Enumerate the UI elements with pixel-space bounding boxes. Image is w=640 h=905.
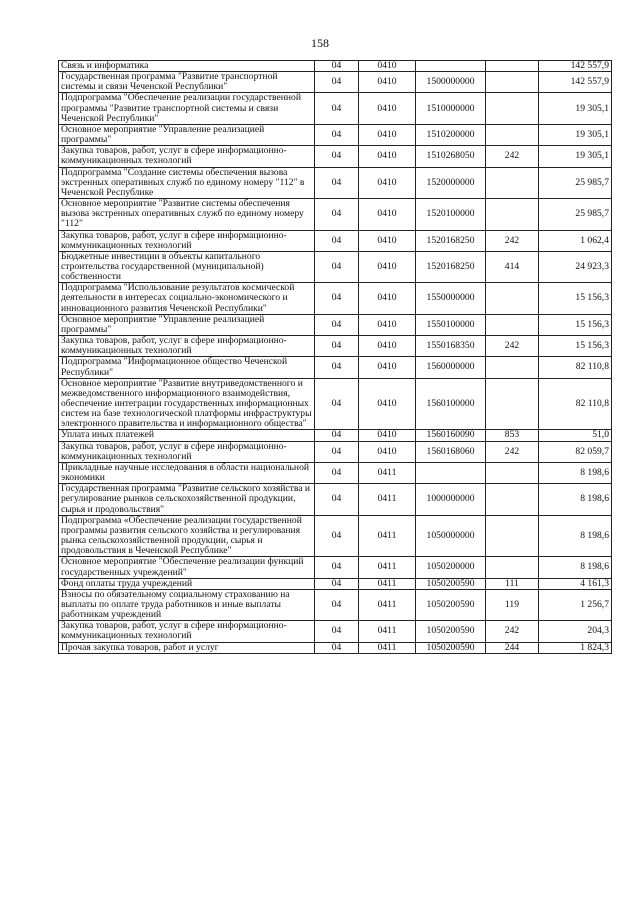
row-target-article (416, 462, 486, 483)
row-subsection: 0411 (359, 578, 416, 589)
row-name: Государственная программа "Развитие сельского хозяйства и регулирование рынков сельскохозяйственной продукции, сырья и продовольствия" (59, 484, 315, 515)
row-expense-type: 244 (486, 642, 539, 653)
table-row (59, 230, 612, 251)
row-section: 04 (315, 230, 359, 251)
row-name: Прикладные научные исследования в области национальной экономики (59, 462, 315, 483)
table-row (59, 199, 612, 230)
row-amount: 15 156,3 (539, 336, 612, 357)
row-expense-type (486, 378, 539, 430)
row-section: 04 (315, 589, 359, 620)
row-subsection: 0411 (359, 589, 416, 620)
row-expense-type: 853 (486, 430, 539, 441)
row-target-article: 1550100000 (416, 314, 486, 335)
table-row (59, 462, 612, 483)
table-row (59, 61, 612, 72)
row-name: Основное мероприятие "Развитие системы обеспечения вызова экстренных оперативных служб по единому номеру "112" (59, 199, 315, 230)
row-subsection: 0410 (359, 251, 416, 282)
table-row (59, 642, 612, 653)
row-expense-type (486, 167, 539, 198)
row-subsection: 0410 (359, 378, 416, 430)
row-subsection: 0411 (359, 484, 416, 515)
row-expense-type (486, 314, 539, 335)
row-target-article: 1520100000 (416, 199, 486, 230)
row-subsection: 0411 (359, 462, 416, 483)
row-expense-type (486, 357, 539, 378)
row-amount: 142 557,9 (539, 61, 612, 72)
row-name: Прочая закупка товаров, работ и услуг (59, 642, 315, 653)
row-target-article: 1520168250 (416, 230, 486, 251)
row-section: 04 (315, 557, 359, 578)
row-amount: 1 062,4 (539, 230, 612, 251)
row-amount: 1 256,7 (539, 589, 612, 620)
row-expense-type (486, 199, 539, 230)
row-target-article: 1050200590 (416, 589, 486, 620)
row-amount: 82 110,8 (539, 357, 612, 378)
row-target-article: 1520000000 (416, 167, 486, 198)
row-target-article: 1510200000 (416, 124, 486, 145)
table-row (59, 515, 612, 557)
row-section: 04 (315, 621, 359, 642)
table-row (59, 93, 612, 124)
row-amount: 8 198,6 (539, 557, 612, 578)
row-amount: 25 985,7 (539, 199, 612, 230)
row-amount: 142 557,9 (539, 72, 612, 93)
row-name: Закупка товаров, работ, услуг в сфере информационно-коммуникационных технологий (59, 146, 315, 167)
row-expense-type (486, 283, 539, 314)
row-amount: 82 110,8 (539, 378, 612, 430)
row-target-article: 1550000000 (416, 283, 486, 314)
row-amount: 19 305,1 (539, 146, 612, 167)
row-name: Подпрограмма «Обеспечение реализации государственной программы развития сельского хозяйства и регулирования рынка сельскохозяйственной продукции, сырья и продовольствия в Чеченской Республике" (59, 515, 315, 557)
row-section: 04 (315, 72, 359, 93)
row-expense-type (486, 462, 539, 483)
row-section: 04 (315, 199, 359, 230)
row-section: 04 (315, 642, 359, 653)
row-section: 04 (315, 146, 359, 167)
row-amount: 19 305,1 (539, 124, 612, 145)
row-target-article: 1560160090 (416, 430, 486, 441)
row-expense-type: 414 (486, 251, 539, 282)
table-row (59, 589, 612, 620)
row-expense-type: 242 (486, 146, 539, 167)
row-section: 04 (315, 314, 359, 335)
row-subsection: 0410 (359, 430, 416, 441)
row-subsection: 0410 (359, 230, 416, 251)
row-name: Подпрограмма "Создание системы обеспечения вызова экстренных оперативных служб по единому номеру "112" в Чеченской Республике (59, 167, 315, 198)
row-subsection: 0410 (359, 199, 416, 230)
row-section: 04 (315, 93, 359, 124)
row-name: Фонд оплаты труда учреждений (59, 578, 315, 589)
table-row (59, 484, 612, 515)
row-name: Закупка товаров, работ, услуг в сфере информационно-коммуникационных технологий (59, 621, 315, 642)
row-section: 04 (315, 167, 359, 198)
row-amount: 8 198,6 (539, 462, 612, 483)
table-row (59, 167, 612, 198)
row-section: 04 (315, 283, 359, 314)
row-section: 04 (315, 251, 359, 282)
table-row (59, 357, 612, 378)
row-expense-type: 242 (486, 621, 539, 642)
row-target-article: 1560100000 (416, 378, 486, 430)
row-target-article (416, 61, 486, 72)
row-subsection: 0411 (359, 642, 416, 653)
row-subsection: 0411 (359, 557, 416, 578)
row-subsection: 0411 (359, 621, 416, 642)
row-target-article: 1560168060 (416, 441, 486, 462)
row-subsection: 0411 (359, 515, 416, 557)
row-target-article: 1550168350 (416, 336, 486, 357)
row-target-article: 1050200590 (416, 621, 486, 642)
row-expense-type (486, 484, 539, 515)
row-section: 04 (315, 441, 359, 462)
row-target-article: 1050200590 (416, 578, 486, 589)
page-number: 158 (311, 36, 329, 50)
table-row (59, 72, 612, 93)
row-name: Взносы по обязательному социальному страхованию на выплаты по оплате труда работников и иные выплаты работникам учреждений (59, 589, 315, 620)
row-expense-type (486, 72, 539, 93)
row-expense-type: 119 (486, 589, 539, 620)
row-target-article: 1560000000 (416, 357, 486, 378)
row-expense-type: 111 (486, 578, 539, 589)
table-row (59, 146, 612, 167)
row-amount: 1 824,3 (539, 642, 612, 653)
row-amount: 24 923,3 (539, 251, 612, 282)
row-section: 04 (315, 462, 359, 483)
row-subsection: 0410 (359, 283, 416, 314)
row-target-article: 1050000000 (416, 515, 486, 557)
row-name: Бюджетные инвестиции в объекты капитального строительства государственной (муниципальной) собственности (59, 251, 315, 282)
budget-table-body (59, 61, 612, 654)
row-section: 04 (315, 430, 359, 441)
row-subsection: 0410 (359, 61, 416, 72)
row-expense-type: 242 (486, 230, 539, 251)
row-section: 04 (315, 378, 359, 430)
row-expense-type (486, 124, 539, 145)
row-subsection: 0410 (359, 72, 416, 93)
row-name: Основное мероприятие "Обеспечение реализации функций государственных учреждений" (59, 557, 315, 578)
row-expense-type (486, 61, 539, 72)
row-name: Связь и информатика (59, 61, 315, 72)
row-section: 04 (315, 515, 359, 557)
row-target-article: 1050200590 (416, 642, 486, 653)
row-amount: 8 198,6 (539, 515, 612, 557)
row-subsection: 0410 (359, 93, 416, 124)
row-target-article: 1500000000 (416, 72, 486, 93)
table-row (59, 336, 612, 357)
row-amount: 15 156,3 (539, 283, 612, 314)
row-amount: 4 161,3 (539, 578, 612, 589)
row-target-article: 1050200000 (416, 557, 486, 578)
table-row (59, 251, 612, 282)
table-row (59, 378, 612, 430)
row-target-article: 1520168250 (416, 251, 486, 282)
row-subsection: 0410 (359, 336, 416, 357)
row-name: Основное мероприятие "Управление реализацией программы" (59, 314, 315, 335)
table-row (59, 441, 612, 462)
table-row (59, 557, 612, 578)
row-amount: 15 156,3 (539, 314, 612, 335)
row-expense-type: 242 (486, 336, 539, 357)
row-expense-type: 242 (486, 441, 539, 462)
row-target-article: 1510000000 (416, 93, 486, 124)
row-name: Подпрограмма "Использование результатов космической деятельности в интересах социально-экономического и инновационного развития Чеченской Республики" (59, 283, 315, 314)
row-section: 04 (315, 124, 359, 145)
row-name: Основное мероприятие "Развитие внутриведомственного и межведомственного информационного взаимодействия, обеспечение интеграции государственных информационных систем на базе технологической платформы инфраструктуры электронного правительства и информационного общества" (59, 378, 315, 430)
row-amount: 8 198,6 (539, 484, 612, 515)
table-row (59, 124, 612, 145)
row-subsection: 0410 (359, 146, 416, 167)
table-row (59, 283, 612, 314)
row-section: 04 (315, 578, 359, 589)
row-amount: 204,3 (539, 621, 612, 642)
row-subsection: 0410 (359, 314, 416, 335)
row-section: 04 (315, 61, 359, 72)
row-section: 04 (315, 484, 359, 515)
row-amount: 25 985,7 (539, 167, 612, 198)
row-name: Государственная программа "Развитие транспортной системы и связи Чеченской Республики" (59, 72, 315, 93)
row-subsection: 0410 (359, 167, 416, 198)
row-name: Закупка товаров, работ, услуг в сфере информационно-коммуникационных технологий (59, 336, 315, 357)
row-section: 04 (315, 357, 359, 378)
row-name: Подпрограмма "Обеспечение реализации государственной программы "Развитие транспортной системы и связи Чеченской Республики" (59, 93, 315, 124)
table-row (59, 314, 612, 335)
budget-table (58, 60, 612, 654)
row-name: Основное мероприятие "Управление реализацией программы" (59, 124, 315, 145)
row-name: Закупка товаров, работ, услуг в сфере информационно-коммуникационных технологий (59, 441, 315, 462)
row-target-article: 1510268050 (416, 146, 486, 167)
row-subsection: 0410 (359, 124, 416, 145)
row-target-article: 1000000000 (416, 484, 486, 515)
row-name: Уплата иных платежей (59, 430, 315, 441)
row-name: Закупка товаров, работ, услуг в сфере информационно-коммуникационных технологий (59, 230, 315, 251)
row-amount: 82 059,7 (539, 441, 612, 462)
row-amount: 51,0 (539, 430, 612, 441)
row-subsection: 0410 (359, 357, 416, 378)
row-expense-type (486, 93, 539, 124)
table-row (59, 430, 612, 441)
row-expense-type (486, 557, 539, 578)
row-expense-type (486, 515, 539, 557)
row-section: 04 (315, 336, 359, 357)
table-row (59, 621, 612, 642)
row-subsection: 0410 (359, 441, 416, 462)
table-row (59, 578, 612, 589)
row-amount: 19 305,1 (539, 93, 612, 124)
row-name: Подпрограмма "Информационное общество Чеченской Республики" (59, 357, 315, 378)
